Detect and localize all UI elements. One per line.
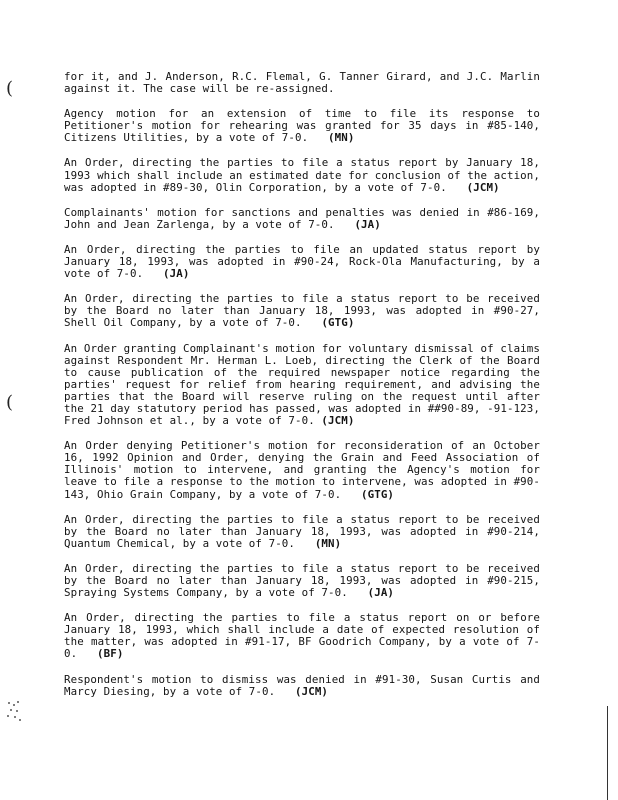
member-code: (BF): [97, 647, 124, 661]
paragraph: An Order denying Petitioner's motion for reconsideration of an October 16, 1992 Opinion and Order, denying the Grain and Feed Association of Illinois' motion to intervene, and granting the Agency's motion for leave to file a response to the motion to intervene, was adopted in #90-143, Ohio Grain Company, by a vote of 7-0. (GTG): [64, 439, 540, 501]
paragraph: An Order, directing the parties to file an updated status report by January 18, 1993, was adopted in #90-24, Rock-Ola Manufacturing, by a vote of 7-0. (JA): [64, 242, 540, 281]
member-code: (JCM): [466, 180, 500, 194]
paragraph: An Order granting Complainant's motion for voluntary dismissal of claims against Respondent Mr. Herman L. Loeb, directing the Clerk of the Board to cause publication of the required newspaper notice regarding the parties' request for relief from hearing requirement, and advising the parties that the Board will reserve ruling on the request until after the 21 day statutory period has passed, was adopted in ##90-89, -91-123, Fred Johnson et al., by a vote of 7-0. (JCM): [64, 341, 540, 428]
member-code: (GTG): [321, 316, 355, 330]
paragraph: for it, and J. Anderson, R.C. Flemal, G. Tanner Girard, and J.C. Marlin against it. The case will be re-assigned.: [64, 70, 540, 96]
member-code: (GTG): [361, 487, 395, 501]
document-body: [64, 71, 540, 698]
member-code: (JA): [163, 267, 190, 281]
member-code: (JCM): [295, 684, 329, 698]
paragraph: Respondent's motion to dismiss was denied in #91-30, Susan Curtis and Marcy Diesing, by a vote of 7-0. (JCM): [64, 672, 540, 698]
paragraph: Complainants' motion for sanctions and penalties was denied in #86-169, John and Jean Zarlenga, by a vote of 7-0. (JA): [64, 205, 540, 231]
paragraph: An Order, directing the parties to file a status report by January 18, 1993 which shall include an estimated date for conclusion of the action, was adopted in #89-30, Olin Corporation, by a vote of 7-0. (JCM): [64, 156, 540, 194]
paragraph: An Order, directing the parties to file a status report on or before January 18, 1993, which shall include a date of expected resolution of the matter, was adopted in #91-17, BF Goodrich Company, by a vote of 7-0. (BF): [64, 611, 540, 661]
member-code: (MN): [314, 536, 342, 550]
member-code: (JCM): [321, 414, 355, 428]
member-code: (JA): [367, 586, 395, 600]
scan-edge-line: [607, 706, 608, 800]
paragraph: An Order, directing the parties to file a status report to be received by the Board no later than January 18, 1993, was adopted in #90-27, Shell Oil Company, by a vote of 7-0. (GTG): [64, 292, 540, 330]
paragraph: An Order, directing the parties to file a status report to be received by the Board no later than January 18, 1993, was adopted in #90-215, Spraying Systems Company, by a vote of 7-0. (JA): [64, 561, 540, 600]
member-code: (JA): [354, 217, 381, 231]
member-code: (MN): [328, 131, 355, 145]
binder-hole-mark-top: (: [6, 78, 14, 99]
scan-speckle: [6, 700, 22, 724]
binder-hole-mark-middle: (: [6, 392, 14, 413]
paragraph: Agency motion for an extension of time to file its response to Petitioner's motion for rehearing was granted for 35 days in #85-140, Citizens Utilities, by a vote of 7-0. (MN): [64, 107, 540, 145]
paragraph: An Order, directing the parties to file a status report to be received by the Board no later than January 18, 1993, was adopted in #90-214, Quantum Chemical, by a vote of 7-0. (MN): [64, 512, 540, 550]
